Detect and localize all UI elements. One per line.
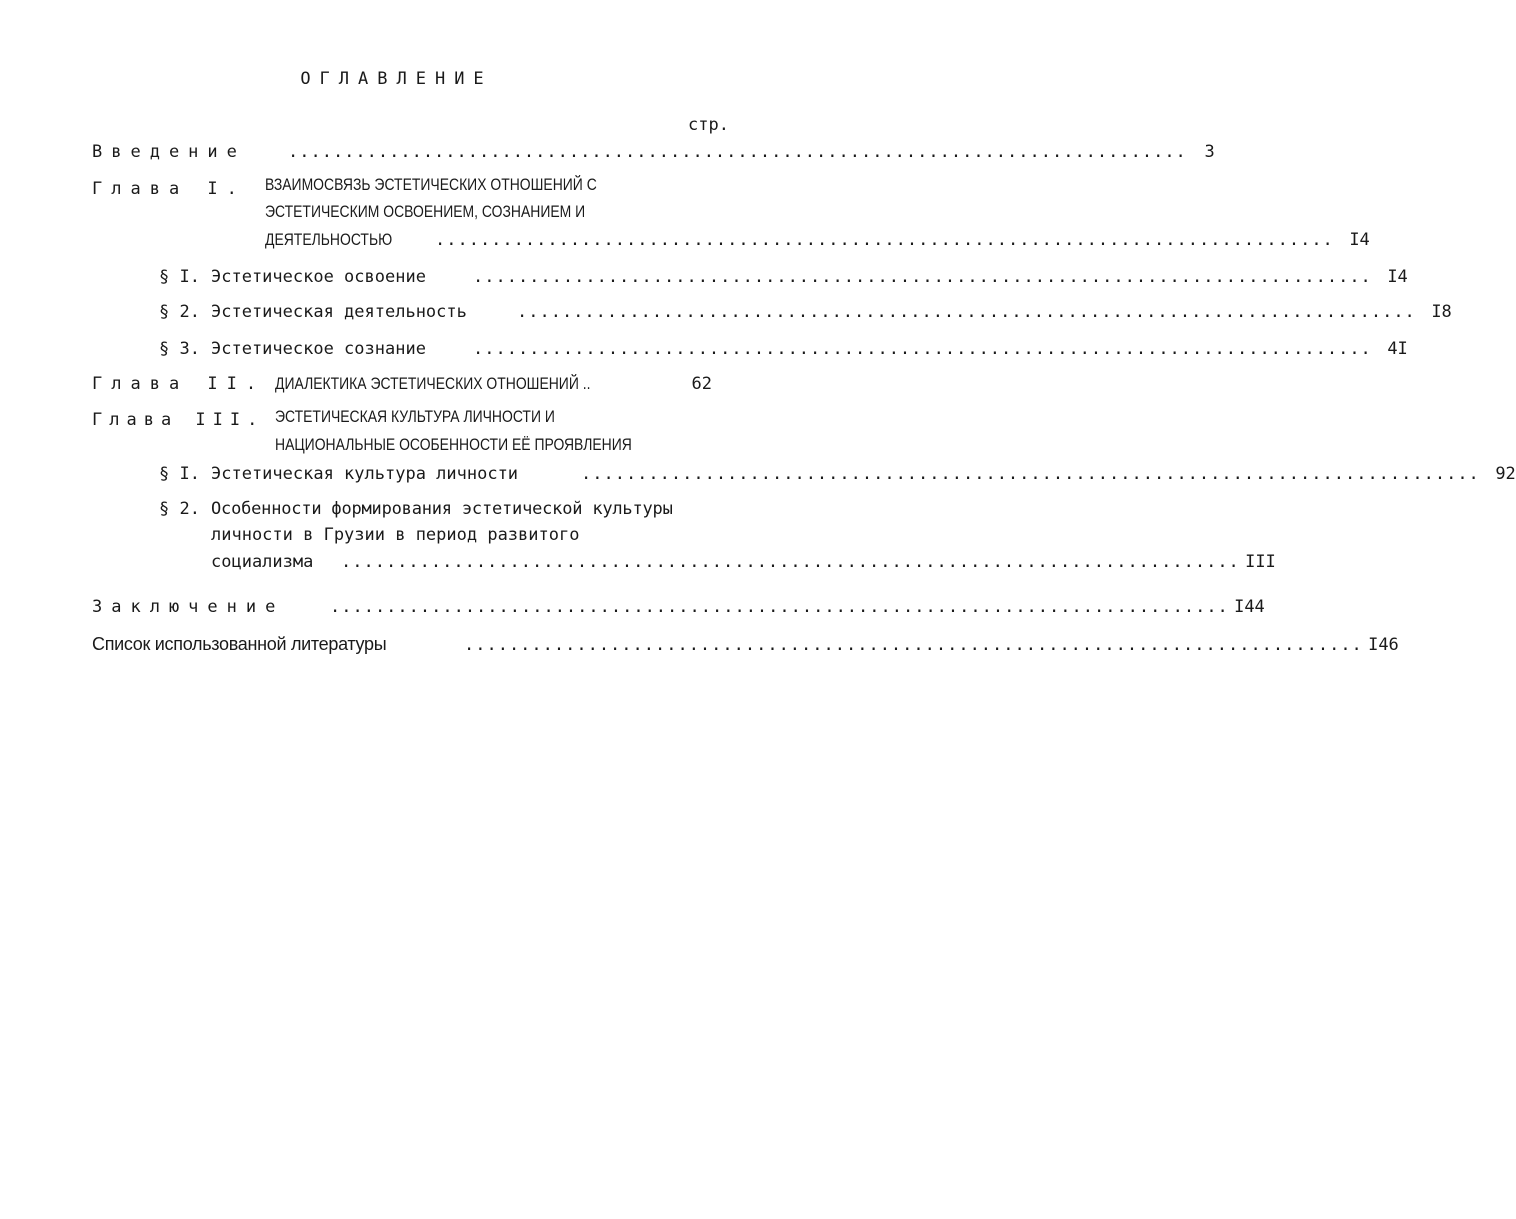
toc-page-number: 92	[1495, 464, 1516, 484]
dot-leader: ................................................................................	[473, 339, 1372, 359]
toc-entry-label: Заключение	[92, 597, 285, 617]
page-title: ОГЛАВЛЕНИЕ	[300, 69, 493, 89]
toc-entry-ch2[interactable]	[92, 371, 712, 397]
dot-leader: ................................................................................	[464, 635, 1363, 655]
section-title: Эстетическое сознание	[211, 339, 426, 359]
toc-entry-references[interactable]	[92, 631, 1399, 658]
toc-page-number: I4	[1349, 230, 1370, 250]
toc-page-number: 3	[1204, 142, 1215, 162]
chapter-label: Глава III.	[92, 410, 265, 430]
toc-page-number: I46	[1368, 635, 1399, 655]
toc-entry-intro[interactable]	[92, 139, 1215, 165]
chapter-title-line: ЭСТЕТИЧЕСКАЯ КУЛЬТУРА ЛИЧНОСТИ И	[275, 407, 555, 426]
toc-entry-conclusion[interactable]	[92, 594, 1265, 620]
toc-section-3-1[interactable]	[159, 461, 1516, 487]
section-number: § I.	[159, 267, 200, 287]
page-column-header: стр.	[688, 115, 729, 135]
dot-leader: ................................................................................	[288, 142, 1187, 162]
toc-entry-ch1[interactable]	[265, 227, 1370, 253]
section-number: § 2.	[159, 499, 200, 519]
toc-page-number: I8	[1431, 302, 1452, 322]
section-title-line: Особенности формирования эстетической культуры	[211, 499, 673, 519]
chapter-title-line: ЭСТЕТИЧЕСКИМ ОСВОЕНИЕМ, СОЗНАНИЕМ И	[265, 202, 586, 221]
section-title-line: личности в Грузии в период развитого	[211, 525, 580, 545]
dot-leader: ................................................................................	[517, 302, 1416, 322]
section-number: § 3.	[159, 339, 200, 359]
section-number: § I.	[159, 464, 200, 484]
section-title: Эстетическая деятельность	[211, 302, 467, 322]
toc-section-3-2[interactable]	[211, 549, 1276, 575]
section-number: § 2.	[159, 302, 200, 322]
dot-leader: ................................................................................	[435, 230, 1334, 250]
dot-leader: ................................................................................	[473, 267, 1372, 287]
toc-page-number: I44	[1234, 597, 1265, 617]
toc-page-number: 4I	[1387, 339, 1408, 359]
toc-entry-label: Список использованной литературы	[92, 634, 387, 654]
chapter-title-line: ДЕЯТЕЛЬНОСТЬЮ	[265, 230, 393, 249]
chapter-title-line: НАЦИОНАЛЬНЫЕ ОСОБЕННОСТИ ЕЁ ПРОЯВЛЕНИЯ	[275, 435, 632, 454]
toc-entry-label: Введение	[92, 142, 246, 162]
section-title: Эстетическая культура личности	[211, 464, 519, 484]
dot-leader: ................................................................................	[341, 552, 1240, 572]
chapter-title-line: ВЗАИМОСВЯЗЬ ЭСТЕТИЧЕСКИХ ОТНОШЕНИЙ С	[265, 175, 597, 194]
toc-section-1-3[interactable]	[159, 336, 1408, 362]
section-title: Эстетическое освоение	[211, 267, 426, 287]
chapter-title: ДИАЛЕКТИКА ЭСТЕТИЧЕСКИХ ОТНОШЕНИЙ ..	[275, 374, 591, 393]
dot-leader: ................................................................................	[581, 464, 1480, 484]
toc-section-1-2[interactable]	[159, 299, 1452, 325]
chapter-label: Глава II.	[92, 374, 266, 394]
toc-section-1-1[interactable]	[159, 264, 1408, 290]
toc-page-number: 62	[691, 374, 712, 394]
toc-page-number: I4	[1387, 267, 1408, 287]
dot-leader: ................................................................................	[330, 597, 1229, 617]
toc-page-number: III	[1245, 552, 1276, 572]
section-title-line: социализма	[211, 552, 314, 572]
chapter-label: Глава I.	[92, 179, 246, 199]
